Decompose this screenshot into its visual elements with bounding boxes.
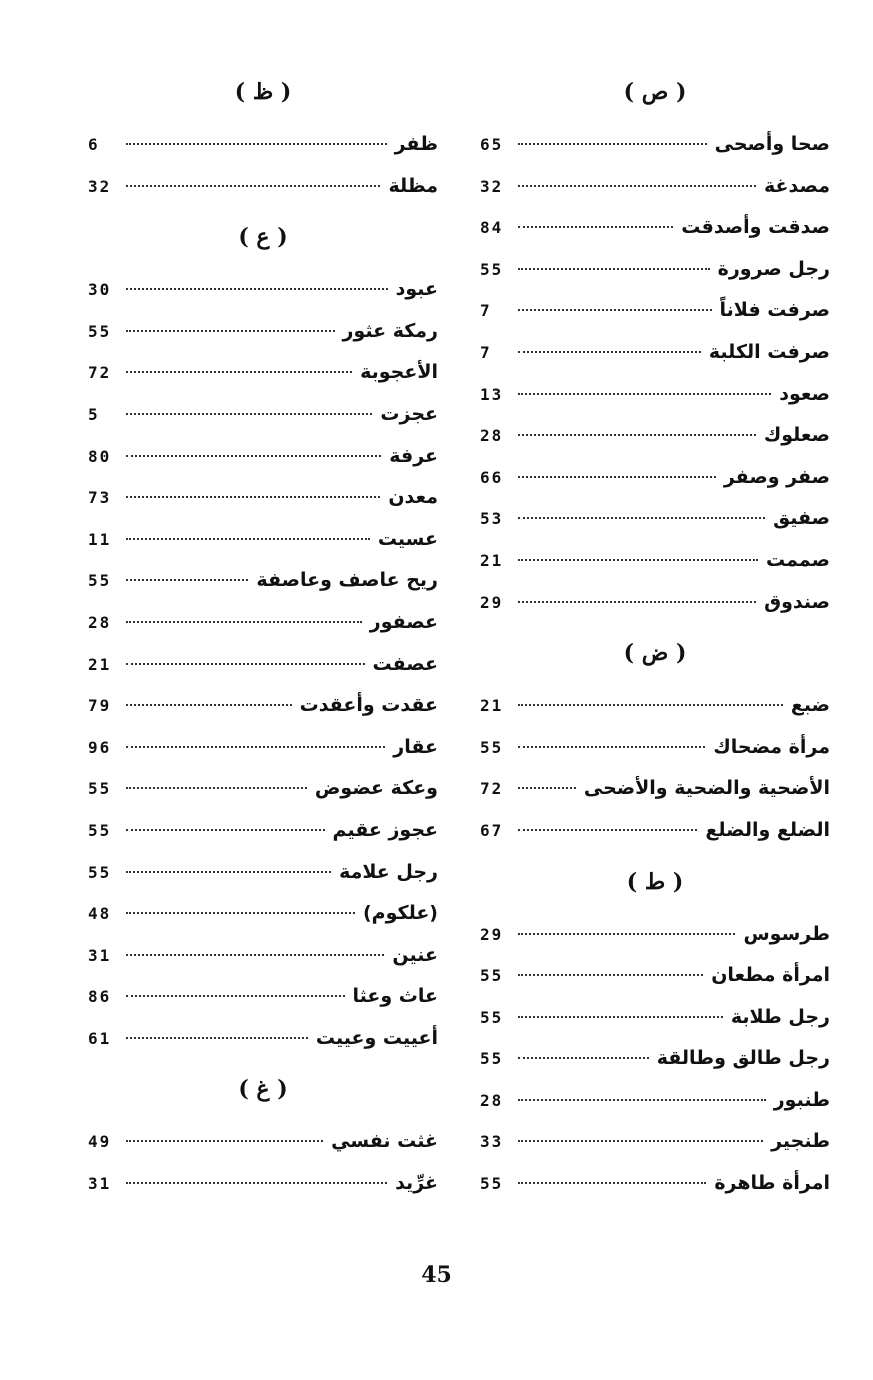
index-entry — [480, 374, 830, 416]
dot-leader — [518, 1140, 763, 1142]
entry-word: غثت نفسي — [331, 1130, 438, 1153]
entry-page-number: 21 — [88, 654, 112, 674]
entry-word: صعلوك — [763, 424, 830, 447]
entry-page-number: 32 — [88, 176, 112, 196]
page-number: 45 — [421, 1262, 452, 1288]
index-entry — [88, 810, 438, 852]
index-entry — [88, 166, 438, 208]
letter-section — [88, 217, 438, 1059]
entry-page-number: 55 — [480, 1174, 504, 1194]
dot-leader — [126, 1182, 387, 1184]
entry-page-number: 72 — [88, 363, 112, 383]
index-entry — [88, 1018, 438, 1060]
entry-word: (علكوم) — [363, 902, 438, 925]
entry-word: ظفر — [394, 133, 438, 155]
index-entry — [88, 394, 438, 436]
index-entry — [480, 1080, 830, 1122]
index-entry — [88, 1121, 438, 1163]
index-entry — [480, 810, 830, 852]
dot-leader — [518, 1182, 706, 1184]
dot-leader — [518, 559, 758, 561]
index-entry — [88, 311, 438, 353]
entry-word: طنبور — [773, 1088, 830, 1111]
index-entry — [480, 768, 830, 810]
entry-page-number: 48 — [88, 904, 112, 924]
dot-leader — [518, 1057, 649, 1059]
index-entry — [480, 332, 830, 374]
dot-leader — [518, 268, 710, 270]
entry-word: طرسوس — [743, 922, 830, 945]
entry-word: صحا وأصحى — [714, 133, 830, 155]
entry-word: صعود — [779, 382, 830, 405]
entry-page-number: 29 — [480, 592, 504, 612]
dot-leader — [126, 538, 370, 540]
letter-heading: ( ع ) — [238, 224, 288, 251]
entry-page-number: 28 — [88, 612, 112, 632]
entry-word: رجل صرورة — [717, 257, 830, 280]
index-entry — [480, 582, 830, 624]
index-entry — [480, 1038, 830, 1080]
dot-leader — [126, 912, 355, 914]
entry-page-number: 67 — [480, 820, 504, 840]
entry-page-number: 49 — [88, 1132, 112, 1152]
dot-leader — [126, 143, 387, 145]
entry-page-number: 55 — [480, 737, 504, 757]
index-entry — [480, 914, 830, 956]
index-entry — [480, 997, 830, 1039]
index-entry — [88, 560, 438, 602]
dot-leader — [518, 393, 771, 395]
dot-leader — [518, 704, 783, 706]
entry-word: عقدت وأعقدت — [299, 694, 438, 717]
entry-page-number: 28 — [480, 1090, 504, 1110]
entry-page-number: 73 — [88, 488, 112, 508]
dot-leader — [126, 330, 335, 332]
entry-page-number: 32 — [480, 176, 504, 196]
dot-leader — [126, 1140, 323, 1142]
entry-word: رجل طالق وطالقة — [656, 1047, 830, 1070]
entry-page-number: 11 — [88, 529, 112, 549]
entry-page-number: 55 — [88, 779, 112, 799]
entry-page-number: 7 — [480, 301, 492, 321]
entry-word: غرِّيد — [395, 1172, 438, 1195]
dot-leader — [518, 746, 705, 748]
dot-leader — [518, 829, 697, 831]
entry-page-number: 84 — [480, 218, 504, 238]
entry-page-number: 7 — [480, 342, 492, 362]
entry-page-number: 33 — [480, 1132, 504, 1152]
dot-leader — [126, 371, 352, 373]
letter-heading: ( ط ) — [626, 868, 684, 895]
dot-leader — [518, 787, 576, 789]
letter-section — [480, 862, 830, 1205]
entry-page-number: 55 — [88, 321, 112, 341]
dot-leader — [518, 185, 756, 187]
entry-word: مرأة مضحاك — [713, 735, 830, 758]
index-entry — [480, 207, 830, 249]
entry-word: صفر وصفر — [723, 465, 830, 488]
index-entry — [88, 685, 438, 727]
entry-word: عسيت — [377, 527, 438, 550]
index-entry — [480, 249, 830, 291]
index-entry — [480, 415, 830, 457]
entry-page-number: 61 — [88, 1028, 112, 1048]
entry-word: عجزت — [380, 402, 438, 425]
dot-leader — [518, 601, 756, 603]
entry-word: عاث وعثا — [352, 985, 438, 1008]
entry-page-number: 86 — [88, 987, 112, 1007]
entry-page-number: 31 — [88, 945, 112, 965]
entry-page-number: 55 — [480, 1049, 504, 1069]
entry-page-number: 21 — [480, 696, 504, 716]
entry-page-number: 30 — [88, 280, 112, 300]
index-entry — [88, 644, 438, 686]
dot-leader — [126, 288, 388, 290]
entry-word: صدقت وأصدقت — [681, 216, 830, 239]
entry-word: عصفت — [372, 652, 438, 675]
dot-leader — [126, 185, 380, 187]
entry-page-number: 55 — [88, 571, 112, 591]
index-entry — [480, 540, 830, 582]
dot-leader — [126, 704, 292, 706]
index-entry — [88, 852, 438, 894]
index-entry — [480, 290, 830, 332]
entry-word: ضبع — [790, 694, 830, 717]
entry-word: عقار — [393, 735, 438, 758]
index-entry — [88, 519, 438, 561]
index-entry — [88, 602, 438, 644]
index-entry — [480, 498, 830, 540]
index-entry — [480, 124, 830, 166]
dot-leader — [518, 1016, 723, 1018]
dot-leader — [126, 787, 307, 789]
index-entry — [480, 685, 830, 727]
index-entry — [480, 457, 830, 499]
dot-leader — [518, 143, 707, 145]
left-column — [88, 72, 438, 1215]
entry-page-number: 31 — [88, 1174, 112, 1194]
dot-leader — [518, 517, 765, 519]
index-entry — [480, 955, 830, 997]
entry-word: عبود — [395, 278, 438, 301]
dot-leader — [126, 621, 362, 623]
letter-heading: ( غ ) — [238, 1076, 288, 1103]
entry-word: رمكة عثور — [342, 319, 438, 342]
entry-page-number: 55 — [88, 862, 112, 882]
letter-section — [88, 1069, 438, 1204]
entry-word: عرفة — [389, 444, 438, 467]
dot-leader — [518, 351, 701, 353]
index-entry — [88, 477, 438, 519]
entry-page-number: 55 — [480, 259, 504, 279]
dot-leader — [126, 1037, 308, 1039]
entry-word: وعكة عضوض — [314, 777, 438, 800]
entry-word: صرفت فلاناً — [719, 299, 830, 322]
entry-page-number: 55 — [480, 1007, 504, 1027]
entry-page-number: 29 — [480, 924, 504, 944]
dot-leader — [518, 933, 735, 935]
index-entry — [88, 436, 438, 478]
index-entry — [88, 352, 438, 394]
entry-word: صفيق — [773, 507, 830, 530]
entry-page-number: 79 — [88, 696, 112, 716]
entry-word: الأعجوبة — [360, 361, 438, 384]
entry-word: امرأة طاهرة — [714, 1172, 830, 1195]
entry-word: معدن — [388, 486, 438, 509]
letter-heading: ( ص ) — [623, 79, 687, 105]
index-entry — [88, 1163, 438, 1205]
dot-leader — [126, 995, 345, 997]
index-entry — [88, 124, 438, 166]
entry-page-number: 55 — [88, 820, 112, 840]
entry-word: عجوز عقيم — [332, 818, 438, 841]
letter-heading: ( ض ) — [623, 640, 687, 667]
dot-leader — [518, 1099, 766, 1101]
entry-word: صندوق — [764, 590, 830, 613]
entry-page-number: 80 — [88, 446, 112, 466]
entry-page-number: 65 — [480, 135, 504, 154]
dot-leader — [518, 309, 712, 311]
entry-word: صرفت الكلبة — [708, 340, 830, 363]
index-entry — [88, 269, 438, 311]
dot-leader — [518, 226, 673, 228]
entry-page-number: 28 — [480, 426, 504, 446]
index-entry — [480, 1121, 830, 1163]
entry-word: رجل علامة — [339, 860, 438, 883]
entry-page-number: 53 — [480, 509, 504, 529]
entry-word: عصفور — [369, 610, 438, 633]
index-entry — [88, 727, 438, 769]
entry-page-number: 6 — [88, 135, 100, 154]
entry-word: ريح عاصف وعاصفة — [256, 569, 438, 592]
letter-section — [88, 72, 438, 207]
dot-leader — [126, 871, 331, 873]
dot-leader — [126, 413, 372, 415]
entry-page-number: 66 — [480, 467, 504, 487]
entry-word: الضلع والضلع — [705, 818, 830, 841]
entry-word: امرأة مطعان — [711, 964, 830, 987]
entry-word: الأضحية والضحية والأضحى — [583, 777, 830, 800]
index-entry — [88, 893, 438, 935]
index-entry — [88, 768, 438, 810]
letter-section — [480, 72, 830, 623]
dot-leader — [126, 663, 365, 665]
dot-leader — [126, 496, 380, 498]
index-entry — [480, 166, 830, 208]
entry-word: عنين — [392, 943, 438, 966]
dot-leader — [518, 434, 756, 436]
dot-leader — [126, 746, 385, 748]
dot-leader — [518, 476, 716, 478]
dot-leader — [126, 455, 381, 457]
letter-heading: ( ظ ) — [234, 79, 292, 105]
entry-word: أعييت وعييت — [315, 1026, 438, 1049]
dot-leader — [126, 579, 248, 581]
entry-page-number: 13 — [480, 384, 504, 404]
entry-page-number: 5 — [88, 404, 100, 424]
entry-page-number: 21 — [480, 550, 504, 570]
dot-leader — [126, 829, 325, 831]
right-column — [480, 72, 830, 1215]
entry-page-number: 72 — [480, 779, 504, 799]
entry-word: رجل طلابة — [730, 1005, 830, 1028]
index-entry — [480, 1163, 830, 1205]
entry-word: مظلة — [388, 174, 438, 197]
index-entry — [88, 935, 438, 977]
dot-leader — [518, 974, 703, 976]
entry-word: مصدغة — [764, 174, 830, 197]
entry-page-number: 55 — [480, 966, 504, 986]
index-entry — [480, 727, 830, 769]
index-entry — [88, 976, 438, 1018]
letter-section — [480, 633, 830, 851]
entry-word: صممت — [766, 548, 830, 571]
dot-leader — [126, 954, 384, 956]
entry-word: طنجير — [771, 1130, 830, 1153]
entry-page-number: 96 — [88, 737, 112, 757]
